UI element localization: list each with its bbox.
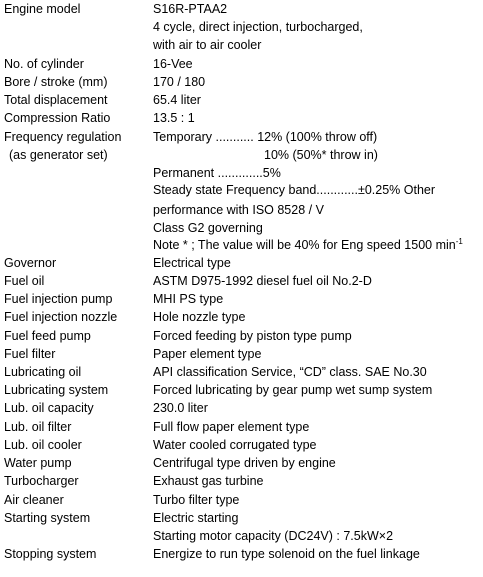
spec-label: Lubricating system xyxy=(4,383,109,397)
spec-label: No. of cylinder xyxy=(4,57,84,71)
spec-value: 13.5 : 1 xyxy=(153,111,195,125)
spec-label: Air cleaner xyxy=(4,493,64,507)
spec-value: 230.0 liter xyxy=(153,401,208,415)
spec-label: Bore / stroke (mm) xyxy=(4,75,108,89)
spec-label: Turbocharger xyxy=(4,474,79,488)
spec-value: Temporary ........... 12% (100% throw off) xyxy=(153,130,378,144)
spec-label: Fuel injection nozzle xyxy=(4,310,118,324)
spec-value: 65.4 liter xyxy=(153,93,201,107)
spec-label: Fuel oil xyxy=(4,274,45,288)
spec-label: Fuel feed pump xyxy=(4,329,91,343)
spec-value: MHI PS type xyxy=(153,292,224,306)
spec-label: Frequency regulation xyxy=(4,130,122,144)
spec-label: (as generator set) xyxy=(9,148,108,162)
spec-value: with air to air cooler xyxy=(153,38,262,52)
note-text: Note * ; The value will be 40% for Eng speed 1500 min xyxy=(153,238,456,252)
spec-value: Class G2 governing xyxy=(153,221,263,235)
spec-value: Energize to run type solenoid on the fuel linkage xyxy=(153,547,420,561)
spec-value: Permanent .............5% xyxy=(153,166,281,180)
spec-value: Turbo filter type xyxy=(153,493,240,507)
spec-value: Exhaust gas turbine xyxy=(153,474,264,488)
spec-label: Total displacement xyxy=(4,93,108,107)
spec-value: performance with ISO 8528 / V xyxy=(153,203,324,217)
spec-value: API classification Service, “CD” class. SAE No.30 xyxy=(153,365,427,379)
spec-value: S16R-PTAA2 xyxy=(153,2,228,16)
spec-label: Fuel injection pump xyxy=(4,292,113,306)
note-superscript: -1 xyxy=(455,237,463,246)
spec-label: Water pump xyxy=(4,456,72,470)
spec-value: Full flow paper element type xyxy=(153,420,310,434)
spec-value: 10% (50%* throw in) xyxy=(264,148,378,162)
spec-value: Water cooled corrugated type xyxy=(153,438,317,452)
spec-label: Engine model xyxy=(4,2,81,16)
spec-value: 16-Vee xyxy=(153,57,193,71)
spec-label: Stopping system xyxy=(4,547,97,561)
spec-value: Forced feeding by piston type pump xyxy=(153,329,352,343)
spec-label: Governor xyxy=(4,256,57,270)
spec-value: Paper element type xyxy=(153,347,262,361)
spec-value: 170 / 180 xyxy=(153,75,206,89)
spec-label: Lub. oil filter xyxy=(4,420,72,434)
spec-label: Fuel filter xyxy=(4,347,56,361)
spec-label: Starting system xyxy=(4,511,91,525)
spec-value: 4 cycle, direct injection, turbocharged, xyxy=(153,20,363,34)
spec-label: Lub. oil capacity xyxy=(4,401,94,415)
spec-value: Hole nozzle type xyxy=(153,310,246,324)
spec-value: Electric starting xyxy=(153,511,239,525)
spec-value: ASTM D975-1992 diesel fuel oil No.2-D xyxy=(153,274,372,288)
spec-label: Compression Ratio xyxy=(4,111,111,125)
spec-value: Electrical type xyxy=(153,256,231,270)
spec-value: Forced lubricating by gear pump wet sump system xyxy=(153,383,433,397)
spec-value: Steady state Frequency band............±0.25% Other xyxy=(153,183,436,197)
spec-value xyxy=(153,236,463,255)
spec-label: Lub. oil cooler xyxy=(4,438,82,452)
spec-value: Centrifugal type driven by engine xyxy=(153,456,336,470)
spec-label: Lubricating oil xyxy=(4,365,82,379)
spec-value: Starting motor capacity (DC24V) : 7.5kW×2 xyxy=(153,529,394,543)
